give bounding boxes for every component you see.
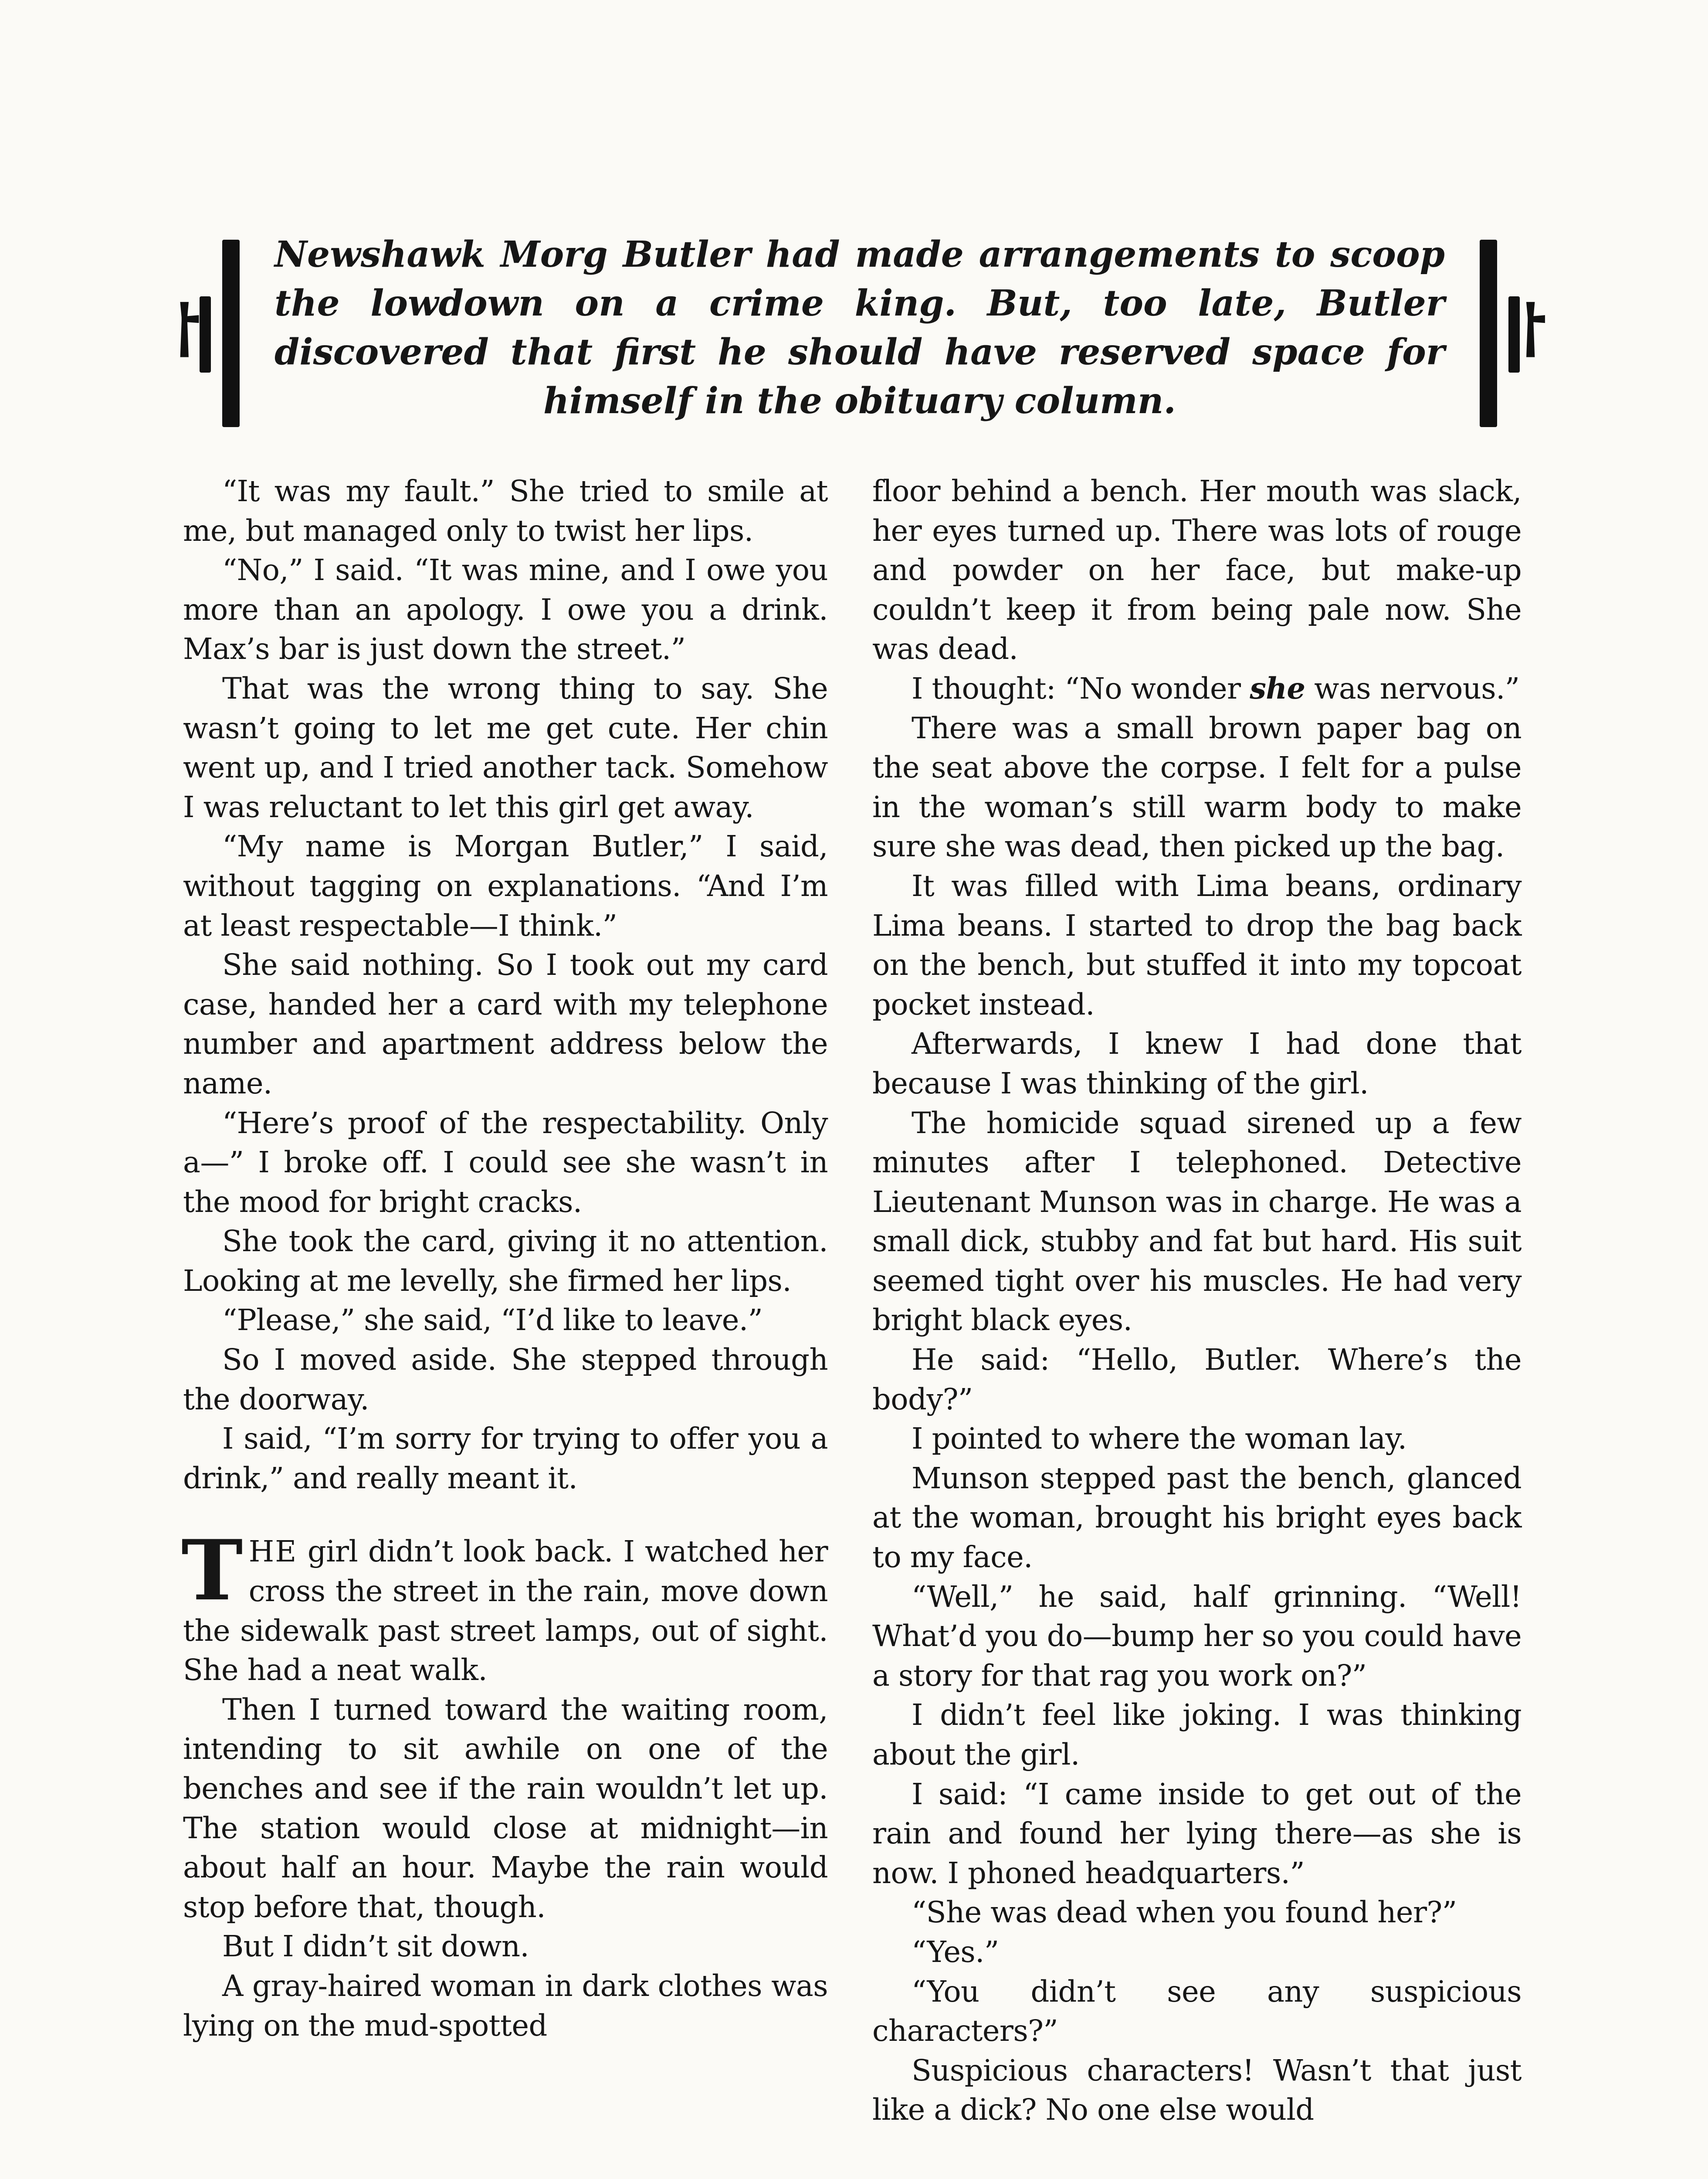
blurb-right-bar: [1480, 240, 1497, 427]
blurb-left-ornament-icon: ⸷: [171, 291, 202, 373]
paragraph: She said nothing. So I took out my card case, handed her a card with my telephone number and apartment address below the name.: [183, 948, 828, 1100]
paragraph: The homicide squad sirened up a few minutes after I telephoned. Detective Lieutenant Munson was in charge. He was a small dick, stubby and fat but hard. His suit seemed tight over his muscles. He had very bright black eyes.: [872, 1106, 1522, 1337]
right-column: [872, 472, 1522, 2130]
paragraph: So I moved aside. She stepped through the doorway.: [183, 1343, 828, 1416]
paragraph: “It was my fault.” She tried to smile at me, but managed only to twist her lips.: [183, 474, 828, 548]
paragraph-text: girl didn’t look back. I watched her cross the street in the rain, move down the sidewalk past street lamps, out of sight. She had a neat walk.: [183, 1534, 828, 1687]
blurb-left-bar: [222, 240, 240, 427]
emphasis-text: she: [1250, 671, 1305, 706]
paragraph: “You didn’t see any suspicious characters?”: [872, 1974, 1522, 2048]
dropcap-paragraph: [181, 1522, 828, 1690]
paragraph: [872, 669, 1522, 709]
story-blurb: [173, 222, 1546, 427]
section-break: [183, 1498, 828, 1532]
paragraph: I said, “I’m sorry for trying to offer you a drink,” and really meant it.: [183, 1422, 828, 1495]
paragraph: But I didn’t sit down.: [222, 1929, 529, 1964]
paragraph: A gray-haired woman in dark clothes was lying on the mud-spotted: [183, 1969, 828, 2043]
paragraph-text: was nervous.”: [1305, 671, 1520, 706]
paragraph: “Well,” he said, half grinning. “Well! What’d you do—bump her so you could have a story for that rag you work on?”: [872, 1579, 1522, 1693]
paragraph: It was filled with Lima beans, ordinary Lima beans. I started to drop the bag back on the bench, but stuffed it into my topcoat pocket instead.: [872, 869, 1522, 1022]
paragraph: I said: “I came inside to get out of the rain and found her lying there—as she is now. I phoned headquarters.”: [872, 1777, 1522, 1890]
blurb-right-ornament-icon: ⸷: [1517, 291, 1548, 373]
drop-cap: T: [181, 1522, 243, 1619]
paragraph: I pointed to where the woman lay.: [912, 1422, 1407, 1456]
paragraph: Afterwards, I knew I had done that because I was thinking of the girl.: [872, 1027, 1522, 1100]
paragraph: “Please,” she said, “I’d like to leave.”: [222, 1303, 763, 1337]
paragraph: “No,” I said. “It was mine, and I owe you more than an apology. I owe you a drink. Max’s bar is just down the street.”: [183, 553, 828, 666]
paragraph: He said: “Hello, Butler. Where’s the body?”: [872, 1343, 1522, 1416]
paragraph: “Here’s proof of the respectability. Only a—” I broke off. I could see she wasn’t in the mood for bright cracks.: [183, 1106, 828, 1219]
paragraph: Munson stepped past the bench, glanced at the woman, brought his bright eyes back to my face.: [872, 1461, 1522, 1575]
blurb-text: Newshawk Morg Butler had made arrangements to scoop the lowdown on a crime king. But, too late, Butler discovered that first he should have reserved space for himself in the obituary column.: [274, 234, 1445, 422]
paragraph: She took the card, giving it no attention. Looking at me levelly, she firmed her lips.: [183, 1224, 828, 1298]
paragraph: Suspicious characters! Wasn’t that just like a dick? No one else would: [872, 2053, 1522, 2127]
paragraph: Then I turned toward the waiting room, intending to sit awhile on one of the benches and see if the rain wouldn’t let up. The station would close at midnight—in about half an hour. Maybe the rain would stop before that, though.: [183, 1692, 828, 1924]
paragraph-text: I thought: “No wonder: [912, 671, 1250, 706]
paragraph: “My name is Morgan Butler,” I said, without tagging on explanations. “And I’m at least respectable—I think.”: [183, 829, 828, 943]
paragraph: That was the wrong thing to say. She wasn’t going to let me get cute. Her chin went up, and I tried another tack. Somehow I was reluctant to let this girl get away.: [183, 671, 828, 824]
left-column: [183, 472, 828, 2045]
paragraph: “Yes.”: [912, 1935, 999, 1969]
paragraph: floor behind a bench. Her mouth was slack, her eyes turned up. There was lots of rouge and powder on her face, but make-up couldn’t keep it from being pale now. She was dead.: [872, 474, 1522, 666]
paragraph: There was a small brown paper bag on the seat above the corpse. I felt for a pulse in the woman’s still warm body to make sure she was dead, then picked up the bag.: [872, 711, 1522, 864]
paragraph: I didn’t feel like joking. I was thinking about the girl.: [872, 1698, 1522, 1772]
small-caps-lead: HE: [248, 1534, 298, 1569]
paragraph: “She was dead when you found her?”: [912, 1895, 1457, 1930]
